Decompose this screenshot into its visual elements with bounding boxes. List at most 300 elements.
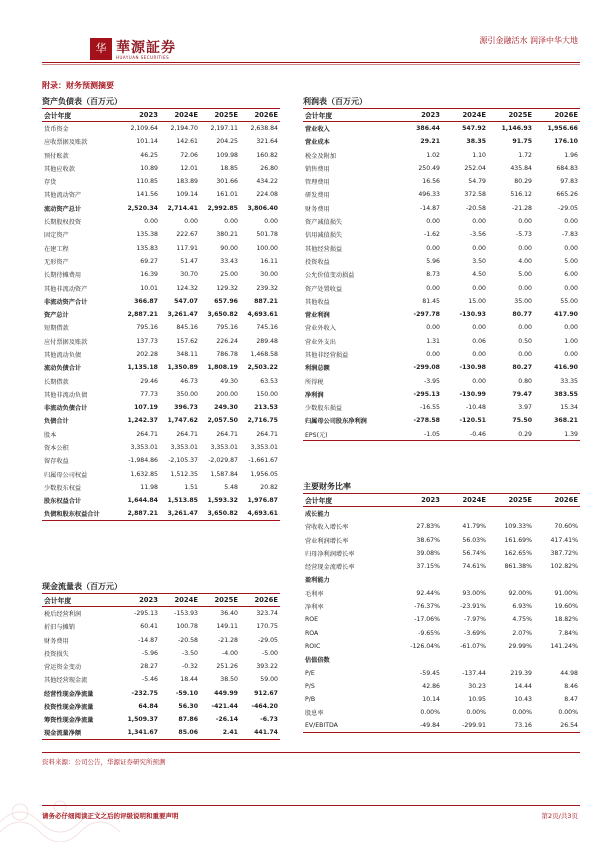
value-cell: 845.16 — [176, 324, 198, 332]
row-label: 投资性现金净流量 — [44, 704, 94, 712]
value-cell: 0.00 — [426, 350, 440, 358]
table-row — [303, 653, 580, 666]
value-cell: 59.00 — [260, 676, 278, 684]
value-cell: 27.83% — [416, 523, 440, 531]
value-cell: 1,350.89 — [167, 364, 198, 372]
value-cell: 81.45 — [422, 297, 440, 305]
value-cell — [488, 653, 534, 666]
value-cell: 2,716.75 — [247, 417, 278, 425]
value-cell: 141.24% — [550, 642, 578, 650]
table-row — [303, 295, 580, 308]
value-cell: 386.44 — [416, 125, 440, 133]
row-label: 成长能力 — [305, 511, 330, 519]
value-cell: 323.74 — [256, 610, 278, 618]
value-cell: -7.97% — [464, 616, 486, 624]
column-header-year: 2023 — [396, 109, 442, 122]
table-row — [303, 613, 580, 626]
value-cell — [442, 573, 488, 586]
row-label: 经营性现金净流量 — [44, 690, 94, 698]
value-cell: 0.00 — [564, 350, 578, 358]
value-cell: -4.00 — [221, 649, 238, 657]
value-cell: 33.43 — [220, 257, 238, 265]
value-cell: -2,029.87 — [208, 457, 238, 465]
value-cell: 0.00% — [466, 709, 486, 717]
value-cell: 20.82 — [260, 483, 278, 491]
footer-divider — [42, 805, 580, 806]
value-cell: 85.06 — [160, 726, 200, 739]
row-label: 股息率 — [305, 710, 324, 718]
value-cell: 3,650.82 — [200, 507, 240, 520]
table-row — [42, 348, 280, 361]
table-row — [42, 268, 280, 281]
value-cell: 7.84% — [558, 629, 578, 637]
value-cell: 1,341.67 — [120, 726, 160, 739]
value-cell: -7.83 — [561, 231, 578, 239]
row-label: 营运资金变动 — [44, 664, 82, 672]
value-cell: 0.00 — [426, 284, 440, 292]
value-cell: -49.84 — [396, 720, 442, 733]
table-row — [42, 687, 280, 700]
value-cell: 69.27 — [140, 257, 158, 265]
value-cell: 393.22 — [256, 663, 278, 671]
table-row — [303, 374, 580, 387]
row-label: 筹资性现金净流量 — [44, 717, 94, 725]
value-cell: 107.19 — [134, 404, 158, 412]
value-cell: 684.83 — [556, 164, 578, 172]
value-cell: 30.00 — [260, 271, 278, 279]
value-cell: 4.00 — [518, 257, 532, 265]
value-cell: 0.80 — [518, 377, 532, 385]
value-cell: 92.00% — [508, 589, 532, 597]
value-cell: 15.00 — [468, 297, 486, 305]
table-row — [303, 560, 580, 573]
row-label: 资本公积 — [44, 445, 69, 453]
value-cell: -23.91% — [460, 603, 486, 611]
value-cell: 30.23 — [468, 682, 486, 690]
table-row — [42, 660, 280, 673]
value-cell: 1,587.84 — [210, 470, 238, 478]
value-cell: 100.78 — [176, 623, 198, 631]
value-cell: 37.15% — [416, 563, 440, 571]
value-cell: 657.96 — [214, 297, 238, 305]
value-cell: 117.91 — [176, 244, 198, 252]
column-header-year: 2023 — [396, 494, 442, 507]
table-row — [42, 647, 280, 660]
table-row — [42, 414, 280, 427]
value-cell: 80.77 — [512, 311, 532, 319]
value-cell: 170.75 — [256, 623, 278, 631]
value-cell: 0.00 — [564, 218, 578, 226]
value-cell: 80.29 — [514, 178, 532, 186]
value-cell: 91.00% — [554, 589, 578, 597]
value-cell: 46.25 — [140, 151, 158, 159]
value-cell: 417.41% — [550, 536, 578, 544]
value-cell: -61.07% — [460, 642, 486, 650]
table-row — [42, 308, 280, 321]
row-label: 营收收入增长率 — [305, 524, 349, 532]
value-cell: 3.50 — [472, 257, 486, 265]
value-cell: -1,984.86 — [128, 457, 158, 465]
value-cell: 0.00 — [472, 350, 486, 358]
value-cell: 124.32 — [176, 284, 198, 292]
table-row — [303, 335, 580, 348]
value-cell: -5.73 — [515, 231, 532, 239]
value-cell — [442, 507, 488, 520]
value-cell: 8.73 — [426, 271, 440, 279]
value-cell: -10.48 — [466, 404, 486, 412]
column-header-year: 2026E — [534, 109, 580, 122]
value-cell: 289.48 — [256, 337, 278, 345]
value-cell: 3,261.47 — [167, 311, 198, 319]
table-row — [42, 481, 280, 494]
value-cell: 141.56 — [136, 191, 158, 199]
row-label: 无形资产 — [44, 258, 69, 266]
column-header-label: 会计年度 — [42, 594, 120, 607]
value-cell: 8.47 — [564, 696, 578, 704]
table-row — [42, 441, 280, 454]
value-cell: 137.73 — [136, 337, 158, 345]
value-cell: 2,714.41 — [167, 204, 198, 212]
row-label: 少数股东损益 — [305, 405, 343, 413]
table-row — [303, 268, 580, 281]
table-row — [42, 620, 280, 633]
row-label: 折旧与摊销 — [44, 624, 75, 632]
value-cell: 786.78 — [216, 350, 238, 358]
column-header-year: 2023 — [120, 594, 160, 607]
table-header-row — [42, 109, 280, 122]
table-row — [303, 547, 580, 560]
value-cell — [488, 573, 534, 586]
table-row — [303, 587, 580, 600]
value-cell: 1,644.84 — [127, 497, 158, 505]
table-row — [42, 361, 280, 374]
row-label: 投资损失 — [44, 650, 69, 658]
value-cell: 1,146.93 — [501, 125, 532, 133]
company-logo-icon: 华 — [90, 38, 112, 60]
row-label: 流动资产总计 — [44, 205, 82, 213]
row-label: 财务费用 — [305, 205, 330, 213]
table-row — [303, 122, 580, 135]
value-cell: 19.60% — [554, 603, 578, 611]
table-row — [303, 281, 580, 294]
value-cell: -126.04% — [410, 642, 440, 650]
value-cell: 29.21 — [420, 138, 440, 146]
value-cell: 887.21 — [254, 297, 278, 305]
value-cell: 129.32 — [216, 284, 238, 292]
row-label: 应收票据及账款 — [44, 139, 88, 147]
column-header-year: 2025E — [200, 594, 240, 607]
table-row — [42, 507, 280, 520]
table-row — [42, 494, 280, 507]
value-cell: 29.99% — [508, 642, 532, 650]
value-cell: 321.64 — [256, 138, 278, 146]
value-cell: -1.05 — [396, 428, 442, 441]
row-label: 研发费用 — [305, 192, 330, 200]
value-cell: 38.50 — [220, 676, 238, 684]
table-row — [303, 348, 580, 361]
value-cell: 2,887.21 — [127, 311, 158, 319]
value-cell: 264.71 — [176, 430, 198, 438]
value-cell: 1,242.37 — [127, 417, 158, 425]
value-cell: 200.00 — [216, 390, 238, 398]
value-cell: 264.71 — [136, 430, 158, 438]
value-cell: 15.34 — [560, 404, 578, 412]
value-cell: 368.21 — [554, 417, 578, 425]
value-cell: 861.38% — [504, 563, 532, 571]
row-label: 资产减值损失 — [305, 219, 343, 227]
table-row — [303, 626, 580, 639]
table-row — [303, 361, 580, 374]
value-cell: 496.33 — [418, 191, 440, 199]
row-label: 税后经营利润 — [44, 611, 82, 619]
value-cell: 26.54 — [534, 720, 580, 733]
row-label: P/S — [305, 682, 315, 690]
value-cell: 1.00 — [564, 337, 578, 345]
value-cell: 795.16 — [216, 324, 238, 332]
value-cell: 2,638.84 — [250, 125, 278, 133]
value-cell: -20.58 — [178, 636, 198, 644]
table-header-row — [303, 109, 580, 122]
row-label: 所得税 — [305, 378, 324, 386]
value-cell: 0.00 — [472, 218, 486, 226]
row-label: 流动负债合计 — [44, 365, 82, 373]
table-row — [42, 454, 280, 467]
value-cell: -3.95 — [423, 377, 440, 385]
company-name-en: HUAYUAN SECURITIES — [116, 55, 170, 60]
value-cell: 80.27 — [512, 364, 532, 372]
table-row — [303, 428, 580, 441]
value-cell: 16.11 — [260, 257, 278, 265]
value-cell: 0.00 — [472, 324, 486, 332]
value-cell: 18.82% — [554, 616, 578, 624]
value-cell: -20.58 — [466, 204, 486, 212]
value-cell: -17.06% — [414, 616, 440, 624]
row-label: 其他收益 — [305, 298, 330, 306]
value-cell: 161.01 — [216, 191, 238, 199]
table-row — [303, 308, 580, 321]
value-cell: 0.00 — [518, 244, 532, 252]
value-cell: 149.11 — [216, 623, 238, 631]
row-label: 留存收益 — [44, 458, 69, 466]
value-cell: 224.08 — [256, 191, 278, 199]
cash-flow-title: 现金流量表（百万元） — [42, 582, 122, 591]
table-row — [303, 241, 580, 254]
value-cell: 0.00 — [144, 218, 158, 226]
value-cell: 366.87 — [134, 297, 158, 305]
value-cell: 0.50 — [518, 337, 532, 345]
income-statement-title: 利润表（百万元） — [303, 97, 367, 106]
value-cell: -278.58 — [413, 417, 440, 425]
row-label: ROIC — [305, 642, 321, 650]
value-cell: -21.28 — [512, 204, 532, 212]
value-cell: 250.49 — [418, 164, 440, 172]
column-header-label: 会计年度 — [303, 494, 396, 507]
value-cell: 3,261.47 — [160, 507, 200, 520]
row-label: 归属母公司股东净利润 — [305, 418, 367, 426]
value-cell — [534, 573, 580, 586]
appendix-title: 附录：财务预测摘要 — [42, 81, 114, 90]
table-row — [42, 321, 280, 334]
row-label: 存货 — [44, 179, 57, 187]
table-row — [303, 720, 580, 733]
value-cell: 396.73 — [174, 404, 198, 412]
column-header-year: 2024E — [442, 109, 488, 122]
table-row — [303, 135, 580, 148]
row-label: 负债和股东权益合计 — [42, 507, 120, 520]
value-cell: 1,468.58 — [250, 350, 278, 358]
value-cell: 1,632.85 — [130, 470, 158, 478]
row-label: 其他流动负债 — [44, 351, 82, 359]
value-cell: 63.53 — [260, 377, 278, 385]
row-label: 其他流动资产 — [44, 192, 82, 200]
table-row — [303, 573, 580, 586]
value-cell: 38.67% — [416, 536, 440, 544]
value-cell: 77.73 — [140, 390, 158, 398]
table-row — [42, 241, 280, 254]
value-cell: 547.07 — [174, 297, 198, 305]
table-row — [303, 640, 580, 653]
value-cell — [488, 507, 534, 520]
value-cell: 3,806.40 — [247, 204, 278, 212]
table-row — [303, 148, 580, 161]
row-label: 非流动负债合计 — [44, 405, 88, 413]
value-cell: 417.90 — [554, 311, 578, 319]
row-label: 营业成本 — [305, 139, 330, 147]
value-cell: -1,661.67 — [248, 457, 278, 465]
value-cell: 2,887.21 — [120, 507, 160, 520]
value-cell: -297.78 — [413, 311, 440, 319]
header-divider-thin — [42, 64, 580, 65]
value-cell: 39.08% — [416, 549, 440, 557]
value-cell: 33.35 — [560, 377, 578, 385]
value-cell: 10.43 — [514, 696, 532, 704]
value-cell: 1.72 — [518, 151, 532, 159]
value-cell: 348.11 — [176, 350, 198, 358]
value-cell: 0.00 — [472, 284, 486, 292]
value-cell: 0.00% — [558, 709, 578, 717]
value-cell: 102.82% — [550, 563, 578, 571]
value-cell: 14.44 — [514, 682, 532, 690]
value-cell: 0.00 — [264, 218, 278, 226]
table-header-row — [42, 594, 280, 607]
row-label: 其他非流动资产 — [44, 285, 88, 293]
column-header-year: 2026E — [240, 109, 280, 122]
data-source-note: 资料来源：公司公告，华源证券研究所预测 — [42, 758, 166, 766]
value-cell: 160.82 — [256, 151, 278, 159]
value-cell: 10.14 — [422, 696, 440, 704]
table-row — [42, 673, 280, 686]
value-cell: 3,353.01 — [130, 444, 158, 452]
value-cell: 0.00 — [224, 218, 238, 226]
value-cell — [442, 653, 488, 666]
value-cell: 10.01 — [140, 284, 158, 292]
value-cell: 1,512.35 — [170, 470, 198, 478]
value-cell: 110.85 — [136, 178, 158, 186]
value-cell: 74.61% — [462, 563, 486, 571]
company-slogan: 源引金融活水 润泽中华大地 — [479, 36, 578, 45]
value-cell: 0.00 — [518, 284, 532, 292]
value-cell: -9.65% — [418, 629, 440, 637]
table-row — [303, 228, 580, 241]
row-label: 信用减值损失 — [305, 232, 343, 240]
row-label: 财务费用 — [44, 637, 69, 645]
value-cell: 0.00 — [426, 218, 440, 226]
value-cell: -16.55 — [420, 404, 440, 412]
value-cell: 36.40 — [220, 610, 238, 618]
row-label: ROE — [305, 616, 319, 624]
row-label: 固定资产 — [44, 232, 69, 240]
value-cell: 100.00 — [256, 244, 278, 252]
value-cell: -464.20 — [251, 703, 278, 711]
value-cell: 0.00 — [472, 377, 486, 385]
column-header-year: 2025E — [488, 109, 534, 122]
value-cell: 79.47 — [512, 390, 532, 398]
value-cell: 0.29 — [488, 428, 534, 441]
table-row — [42, 374, 280, 387]
value-cell: 1,509.37 — [127, 716, 158, 724]
value-cell: 416.90 — [554, 364, 578, 372]
column-header-year: 2024E — [160, 109, 200, 122]
value-cell: 101.14 — [136, 138, 158, 146]
value-cell: 251.26 — [216, 663, 238, 671]
table-row — [42, 468, 280, 481]
table-row — [303, 533, 580, 546]
value-cell: -299.08 — [413, 364, 440, 372]
table-row — [42, 726, 280, 739]
row-label: 资产总计 — [44, 312, 69, 320]
value-cell: 176.10 — [554, 138, 578, 146]
table-row — [42, 335, 280, 348]
value-cell: 4,693.61 — [247, 311, 278, 319]
table-row — [42, 215, 280, 228]
value-cell: 25.00 — [220, 271, 238, 279]
value-cell: 1.39 — [534, 428, 580, 441]
value-cell: 264.71 — [216, 430, 238, 438]
value-cell: 3.97 — [518, 404, 532, 412]
value-cell: 72.06 — [180, 151, 198, 159]
value-cell: 1,956.05 — [250, 470, 278, 478]
value-cell: 3,353.01 — [170, 444, 198, 452]
value-cell: 2,057.50 — [207, 417, 238, 425]
table-row — [42, 175, 280, 188]
value-cell: 0.00 — [564, 284, 578, 292]
value-cell: 16.39 — [140, 271, 158, 279]
row-label: 负债合计 — [44, 418, 69, 426]
value-cell: 109.33% — [504, 523, 532, 531]
table-row — [303, 680, 580, 693]
row-label: 其他应收款 — [44, 165, 75, 173]
value-cell: 29.46 — [140, 377, 158, 385]
table-row — [303, 321, 580, 334]
table-row — [42, 607, 280, 620]
value-cell: 219.39 — [510, 669, 532, 677]
value-cell: 1.02 — [426, 151, 440, 159]
value-cell: 161.69% — [504, 536, 532, 544]
table-row — [303, 507, 580, 520]
value-cell: -3.56 — [469, 231, 486, 239]
value-cell: 516.12 — [510, 191, 532, 199]
value-cell: 1.51 — [184, 483, 198, 491]
row-label: 营业收入 — [305, 126, 330, 134]
table-row — [42, 401, 280, 414]
column-header-year: 2026E — [534, 494, 580, 507]
value-cell: 239.32 — [256, 284, 278, 292]
table-row — [303, 255, 580, 268]
value-cell: 70.60% — [554, 523, 578, 531]
value-cell: 5.00 — [564, 257, 578, 265]
value-cell: 56.03% — [462, 536, 486, 544]
value-cell: -130.93 — [459, 311, 486, 319]
